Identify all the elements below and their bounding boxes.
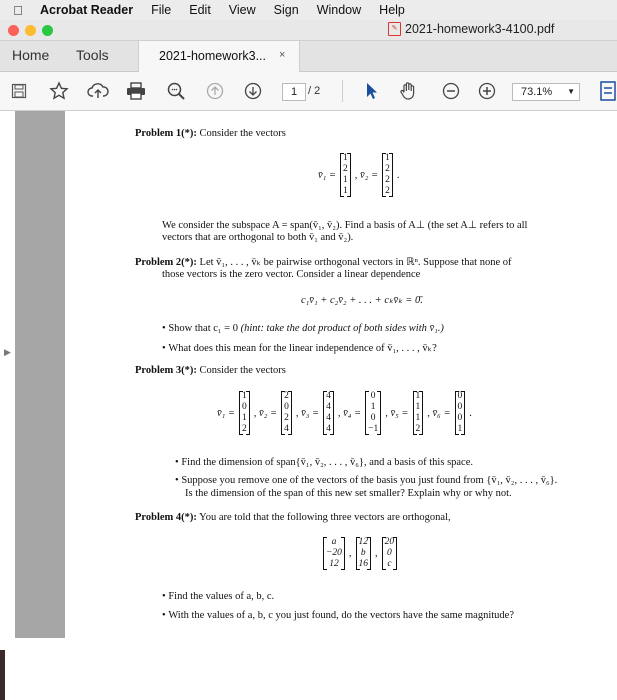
vector-v1: 1 2 1 1: [340, 153, 351, 197]
tab-row: [0, 41, 617, 72]
hand-tool-icon[interactable]: [396, 80, 420, 102]
zoom-level-value: 73.1%: [521, 86, 553, 98]
menu-help[interactable]: Help: [379, 3, 405, 17]
print-icon[interactable]: [124, 80, 148, 102]
page-number-input[interactable]: 1: [282, 83, 306, 101]
problem-4-vectors: a −20 12 , 12 b 16 , 20 0 c: [323, 537, 397, 570]
pdf-page: [65, 111, 617, 638]
select-cursor-icon[interactable]: [362, 80, 382, 102]
toolbar-divider: [342, 80, 343, 102]
problem-4-intro: [135, 512, 451, 523]
toolbar: [0, 72, 617, 111]
problem-3-intro: [135, 365, 286, 376]
menu-app-name[interactable]: Acrobat Reader: [40, 3, 134, 17]
problem-3-bullet-2: • Suppose you remove one of the vectors of the basis you just found from {v̄₁, v̄₂, . . . , v̄₆}.: [175, 475, 558, 486]
window-titlebar: [0, 20, 617, 41]
problem-4-bullet-1: • Find the values of a, b, c.: [162, 591, 275, 602]
desktop-area: [0, 638, 617, 700]
vector-p4-3: 20 0 c: [382, 537, 398, 570]
problem-4-text: You are told that the following three vectors are orthogonal,: [199, 512, 451, 523]
problem-1-intro: [135, 128, 286, 139]
page-total: / 2: [308, 85, 321, 97]
problem-3-heading: Problem 3(*):: [135, 365, 197, 376]
fit-page-icon[interactable]: [598, 80, 617, 102]
apple-icon[interactable]: [0, 3, 36, 18]
menu-file[interactable]: File: [151, 3, 172, 17]
problem-1-text: Consider the vectors: [199, 128, 286, 139]
menu-window[interactable]: Window: [316, 3, 362, 17]
window-title-text: 2021-homework3-4100.pdf: [405, 22, 555, 36]
left-panel-strip: [0, 111, 15, 638]
menu-view[interactable]: View: [228, 3, 256, 17]
problem-2-bullet-2: • What does this mean for the linear independence of v̄₁, . . . , v̄ₖ?: [162, 343, 437, 354]
cloud-upload-icon[interactable]: [86, 80, 110, 102]
close-tab-icon[interactable]: ×: [279, 49, 286, 61]
desktop-edge: [0, 650, 5, 700]
page-gray-margin: [15, 111, 65, 638]
problem-3-bullet-2-line-2: Is the dimension of the span of this new set smaller? Explain why or why not.: [185, 488, 512, 499]
problem-3-bullet-1: • Find the dimension of span{v̄₁, v̄₂, . . . , v̄₆}, and a basis of this space.: [175, 457, 474, 468]
menu-edit[interactable]: Edit: [189, 3, 211, 17]
zoom-level-select[interactable]: [512, 83, 580, 101]
pdf-file-icon: ✎: [388, 22, 401, 36]
vector-p3-v2: 2 0 2 4: [281, 391, 292, 435]
tab-document[interactable]: [138, 41, 300, 72]
next-page-icon[interactable]: [242, 80, 264, 102]
problem-2-line-2: those vectors is the zero vector. Consider a linear dependence: [162, 269, 421, 280]
star-icon[interactable]: [48, 80, 70, 102]
problem-1-line-2: vectors that are orthogonal to both v̄₁ and v̄₂).: [162, 232, 354, 243]
close-window-button[interactable]: [8, 25, 19, 36]
problem-1-heading: Problem 1(*):: [135, 128, 197, 139]
vector-p3-v3: 4 4 4 4: [323, 391, 334, 435]
menu-sign[interactable]: Sign: [273, 3, 299, 17]
problem-2-heading: Problem 2(*):: [135, 257, 197, 268]
save-icon[interactable]: [10, 80, 28, 102]
chevron-down-icon: ▼: [567, 87, 575, 96]
vector-p4-2: 12 b 16: [356, 537, 372, 570]
zoom-out-icon[interactable]: [440, 80, 462, 102]
window-title: [388, 22, 554, 36]
problem-4-bullet-2: • With the values of a, b, c you just found, do the vectors have the same magnitude?: [162, 610, 515, 621]
problem-2-equation: c₁v̄₁ + c₂v̄₂ + . . . + cₖv̄ₖ = 0̄.: [301, 295, 423, 306]
problem-2-line-1: Let v̄₁, . . . , v̄ₖ be pairwise orthogonal vectors in ℝⁿ. Suppose that none of: [199, 257, 512, 268]
vector-v2: 1 2 2 2: [382, 153, 393, 197]
tab-tools[interactable]: Tools: [76, 47, 109, 63]
vector-p3-v6: 0 0 0 1: [455, 391, 466, 435]
problem-2-bullet-1: • Show that c₁ = 0 (hint: take the dot product of both sides with v̄₁.): [162, 323, 444, 334]
tab-document-label: 2021-homework3...: [159, 49, 267, 63]
expand-panel-icon[interactable]: ▶: [4, 347, 11, 357]
problem-2-intro: [135, 256, 512, 268]
vector-p3-v5: 1 1 1 2: [413, 391, 424, 435]
problem-1-line-1: We consider the subspace A = span(v̄₁, v̄₂). Find a basis of A⊥ (the set A⊥ refers to all: [162, 220, 528, 231]
problem-4-heading: Problem 4(*):: [135, 512, 197, 523]
problem-2-hint: (hint: take the dot product of both sides with v̄₁.): [240, 323, 444, 334]
problem-1-vectors: v̄₁ = 1 2 1 1 , v̄₂ = 1 2 2 2 .: [318, 153, 400, 196]
document-viewer[interactable]: [0, 111, 617, 638]
problem-3-vectors: v̄₁ = 1 0 1 2 , v̄₂ = 2 0 2 4 , v̄₃ = 4 4 4 4 , v̄₄ = 0 1 0 −1 , v̄₅ = 1 1 1 2 , v̄₆ = 0 0 0 1 .: [217, 391, 472, 434]
search-icon[interactable]: [164, 80, 188, 102]
vector-p3-v4: 0 1 0 −1: [365, 391, 381, 435]
zoom-window-button[interactable]: [42, 25, 53, 36]
previous-page-icon[interactable]: [204, 80, 226, 102]
zoom-in-icon[interactable]: [476, 80, 498, 102]
tab-home[interactable]: Home: [12, 47, 50, 63]
minimize-window-button[interactable]: [25, 25, 36, 36]
menu-bar: [0, 0, 617, 21]
vector-p4-1: a −20 12: [323, 537, 345, 570]
problem-3-text: Consider the vectors: [199, 365, 286, 376]
vector-p3-v1: 1 0 1 2: [239, 391, 250, 435]
